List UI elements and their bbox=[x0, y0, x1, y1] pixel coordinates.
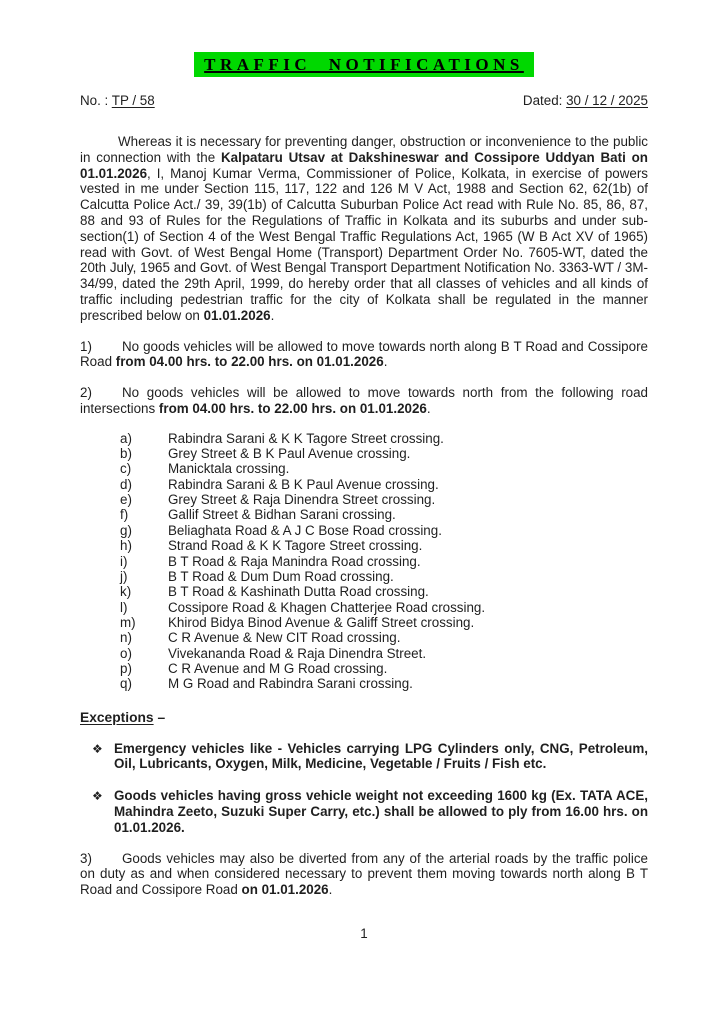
diamond-bullet-icon: ❖ bbox=[92, 741, 103, 756]
clause-time-bold: from 04.00 hrs. to 22.00 hrs. on 01.01.2026 bbox=[115, 354, 384, 370]
ref-label: No. : bbox=[80, 93, 112, 108]
item-text: Rabindra Sarani & K K Tagore Street crossing. bbox=[168, 430, 444, 446]
item-letter: i) bbox=[120, 553, 128, 569]
list-item bbox=[120, 584, 648, 599]
ref-value: TP / 58 bbox=[111, 93, 155, 108]
preamble-paragraph bbox=[80, 134, 648, 324]
item-text: B T Road & Kashinath Dutta Road crossing. bbox=[168, 584, 429, 600]
clause-1 bbox=[80, 339, 648, 371]
title-row bbox=[80, 52, 648, 77]
item-text: Manicktala crossing. bbox=[168, 461, 290, 477]
clause-text: . bbox=[426, 400, 431, 416]
list-item bbox=[120, 461, 648, 476]
item-text: Cossipore Road & Khagen Chatterjee Road crossing. bbox=[168, 599, 486, 615]
item-text: Rabindra Sarani & B K Paul Avenue crossing. bbox=[168, 476, 439, 492]
clause-time-bold: from 04.00 hrs. to 22.00 hrs. on 01.01.2026 bbox=[158, 400, 427, 416]
list-item bbox=[120, 676, 648, 691]
item-text: C R Avenue and M G Road crossing. bbox=[168, 660, 388, 676]
clause-text: . bbox=[383, 354, 388, 370]
clause-text: Goods vehicles may also be diverted from any of the arterial roads by the traffic police on duty as and when considered necessary to prevent them moving towards north along B T Road and Cossipore Road bbox=[80, 850, 648, 898]
list-item bbox=[120, 538, 648, 553]
exceptions-heading-dash: – bbox=[153, 709, 166, 725]
list-item bbox=[120, 630, 648, 645]
item-letter: n) bbox=[120, 630, 132, 646]
clause-text: No goods vehicles will be allowed to move towards north from the following road intersections bbox=[80, 385, 648, 416]
item-text: M G Road and Rabindra Sarani crossing. bbox=[168, 676, 413, 692]
item-text: Khirod Bidya Binod Avenue & Galiff Street crossing. bbox=[168, 614, 475, 630]
list-item bbox=[120, 446, 648, 461]
list-item bbox=[120, 646, 648, 661]
item-text: Beliaghata Road & A J C Bose Road crossing. bbox=[168, 522, 442, 538]
item-letter: o) bbox=[120, 645, 132, 661]
preamble-text: Whereas it is necessary for preventing danger, obstruction or inconvenience to the public in connection with the bbox=[80, 134, 648, 165]
item-letter: c) bbox=[120, 461, 132, 477]
list-item bbox=[120, 492, 648, 507]
notification-date bbox=[523, 93, 648, 108]
notification-number bbox=[80, 93, 155, 108]
clause-number: 1) bbox=[80, 338, 92, 354]
exception-item bbox=[92, 788, 648, 835]
diamond-bullet-icon: ❖ bbox=[92, 789, 103, 804]
exception-text: Goods vehicles having gross vehicle weight not exceeding 1600 kg (Ex. TATA ACE, Mahindra Zeeto, Suzuki Super Carry, etc.) shall be allowed to ply from 16.00 hrs. on 01.01.2026. bbox=[114, 788, 648, 835]
item-letter: d) bbox=[120, 476, 132, 492]
item-letter: m) bbox=[120, 614, 136, 630]
item-letter: l) bbox=[120, 599, 128, 615]
item-letter: q) bbox=[120, 676, 132, 692]
list-item bbox=[120, 600, 648, 615]
list-item bbox=[120, 554, 648, 569]
clause-text: . bbox=[328, 882, 333, 898]
item-text: Strand Road & K K Tagore Street crossing. bbox=[168, 538, 423, 554]
list-item bbox=[120, 431, 648, 446]
intersections-list bbox=[80, 431, 648, 692]
effective-date-bold: 01.01.2026 bbox=[203, 307, 271, 323]
list-item bbox=[120, 477, 648, 492]
exceptions-heading-text: Exceptions bbox=[80, 709, 154, 725]
item-text: Grey Street & Raja Dinendra Street crossing. bbox=[168, 492, 436, 508]
date-label: Dated: bbox=[522, 93, 567, 108]
list-item bbox=[120, 569, 648, 584]
list-item bbox=[120, 615, 648, 630]
exception-text: Emergency vehicles like - Vehicles carrying LPG Cylinders only, CNG, Petroleum, Oil, Lubricants, Oxygen, Milk, Medicine, Vegetable / Fruits / Fish etc. bbox=[114, 740, 648, 772]
page-number: 1 bbox=[360, 925, 368, 941]
ref-date-row bbox=[80, 93, 648, 108]
item-letter: b) bbox=[120, 446, 132, 462]
preamble-text: . bbox=[270, 307, 275, 323]
item-letter: a) bbox=[120, 430, 132, 446]
item-letter: j) bbox=[120, 568, 128, 584]
clause-text: No goods vehicles will be allowed to move towards north along B T Road and Cossipore Road bbox=[80, 338, 648, 370]
date-value: 30 / 12 / 2025 bbox=[566, 93, 648, 108]
exceptions-heading bbox=[80, 710, 648, 725]
item-letter: p) bbox=[120, 660, 132, 676]
item-letter: k) bbox=[120, 584, 132, 600]
exception-item bbox=[92, 741, 648, 773]
clause-number: 2) bbox=[80, 385, 92, 401]
event-name-bold: Kalpataru Utsav at Dakshineswar and Cossipore Uddyan Bati on 01.01.2026 bbox=[80, 149, 648, 181]
clause-2 bbox=[80, 385, 648, 417]
clause-date-bold: on 01.01.2026 bbox=[241, 882, 329, 898]
item-text: Vivekananda Road & Raja Dinendra Street. bbox=[168, 645, 427, 661]
item-text: Grey Street & B K Paul Avenue crossing. bbox=[168, 446, 411, 462]
item-text: Gallif Street & Bidhan Sarani crossing. bbox=[168, 507, 396, 523]
item-letter: e) bbox=[120, 492, 132, 508]
list-item bbox=[120, 507, 648, 522]
item-text: B T Road & Raja Manindra Road crossing. bbox=[168, 553, 421, 569]
clause-3 bbox=[80, 851, 648, 898]
item-letter: h) bbox=[120, 538, 132, 554]
list-item bbox=[120, 523, 648, 538]
list-item bbox=[120, 661, 648, 676]
item-text: C R Avenue & New CIT Road crossing. bbox=[168, 630, 401, 646]
preamble-text: , I, Manoj Kumar Verma, Commissioner of Police, Kolkata, in exercise of powers vested in me under Section 115, 117, 122 and 126 M V Act, 1988 and Section 62, 62(1b) of Calcutta Police Act./ 39, 39(1b) of Calcutta Suburban Police Act read with Rule No. 85, 86, 87, 88 and 93 of Rules for the Regulations of Traffic in Kolkata and its suburbs and under sub-section(1) of Section 4 of the West Bengal Traffic Regulations Act, 1965 (W B Act XV of 1965) read with Govt. of West Bengal Home (Transport) Department Order No. 7605-WT, dated the 20th July, 1965 and Govt. of West Bengal Transport Department Notification No. 3363-WT / 3M- 34/99, dated the 29th April, 1999, do hereby order that all classes of vehicles and all kinds of traffic including pedestrian traffic for the city of Kolkata shall be regulated in the manner prescribed below on bbox=[80, 165, 648, 323]
item-letter: g) bbox=[120, 522, 132, 538]
item-letter: f) bbox=[120, 507, 129, 523]
clause-number: 3) bbox=[80, 850, 92, 866]
item-text: B T Road & Dum Dum Road crossing. bbox=[168, 568, 394, 584]
page-title: TRAFFIC NOTIFICATIONS bbox=[194, 52, 534, 77]
